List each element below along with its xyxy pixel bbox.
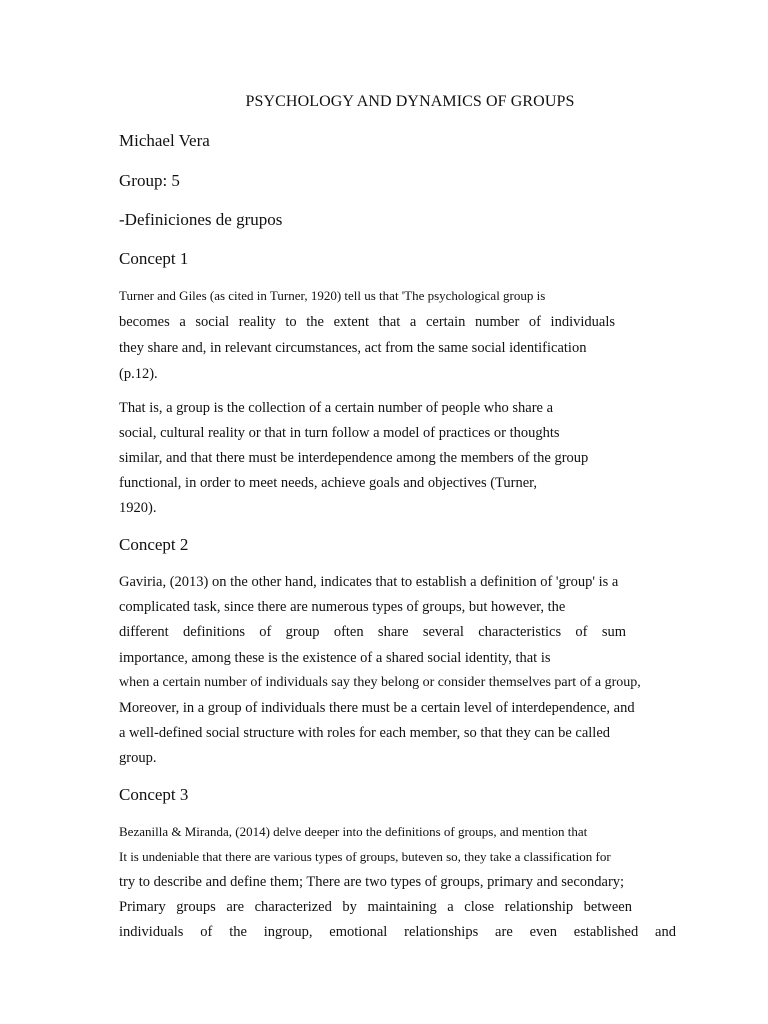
document-title: PSYCHOLOGY AND DYNAMICS OF GROUPS <box>245 93 575 110</box>
concept-3-p1-line: individuals of the ingroup, emotional relationships are even established and <box>119 924 676 940</box>
section-heading: -Definiciones de grupos <box>119 210 283 229</box>
concept-1-heading: Concept 1 <box>119 249 189 268</box>
concept-2-p1-line: importance, among these is the existence of a shared social identity, that is <box>119 650 551 666</box>
concept-1-p2-line: functional, in order to meet needs, achieve goals and objectives (Turner, <box>119 475 538 491</box>
concept-3-p1-line: Bezanilla & Miranda, (2014) delve deeper into the definitions of groups, and mention that <box>119 824 588 839</box>
concept-2-p1-line: group. <box>119 750 157 766</box>
concept-1-p2-line: That is, a group is the collection of a certain number of people who share a <box>119 400 554 416</box>
concept-2-p1-line: different definitions of group often share several characteristics of sum <box>119 624 626 640</box>
concept-1-p1-line: becomes a social reality to the extent that a certain number of individuals <box>119 314 615 330</box>
concept-3-heading: Concept 3 <box>119 785 189 804</box>
concept-2-p1-line: when a certain number of individuals say they belong or consider themselves part of a group, <box>119 675 641 690</box>
concept-2-p1-line: Gaviria, (2013) on the other hand, indicates that to establish a definition of 'group' is a <box>119 574 619 590</box>
concept-1-p2-line: similar, and that there must be interdependence among the members of the group <box>119 450 589 466</box>
author-name: Michael Vera <box>119 131 210 150</box>
concept-1-p2-line: 1920). <box>119 500 157 516</box>
group-number: Group: 5 <box>119 171 180 190</box>
concept-3-p1-line: try to describe and define them; There are two types of groups, primary and secondary; <box>119 874 625 890</box>
concept-1-p1-line: Turner and Giles (as cited in Turner, 1920) tell us that 'The psychological group is <box>119 288 546 303</box>
concept-2-p1-line: a well-defined social structure with roles for each member, so that they can be called <box>119 725 611 741</box>
concept-1-p1-line: they share and, in relevant circumstances, act from the same social identification <box>119 340 587 356</box>
concept-2-p1-line: Moreover, in a group of individuals there must be a certain level of interdependence, and <box>119 700 635 716</box>
concept-2-heading: Concept 2 <box>119 535 189 554</box>
concept-2-p1-line: complicated task, since there are numerous types of groups, but however, the <box>119 599 566 615</box>
concept-3-p1-line: Primary groups are characterized by maintaining a close relationship between <box>119 899 632 915</box>
concept-3-p1-line: It is undeniable that there are various types of groups, buteven so, they take a classification for <box>119 849 611 864</box>
concept-1-p1-line: (p.12). <box>119 366 158 382</box>
concept-1-p2-line: social, cultural reality or that in turn follow a model of practices or thoughts <box>119 425 560 441</box>
